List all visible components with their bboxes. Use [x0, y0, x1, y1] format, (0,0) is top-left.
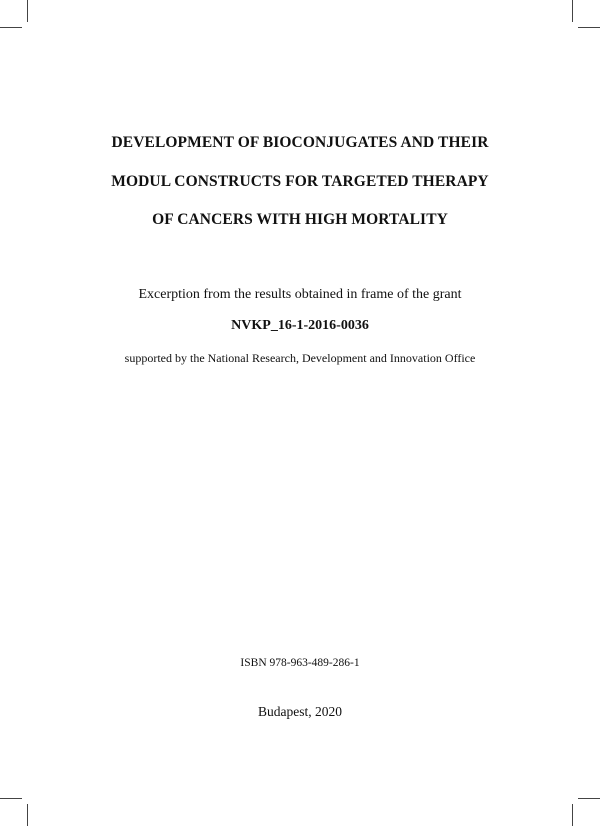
- place-date-text: Budapest, 2020: [258, 704, 342, 719]
- crop-mark-bottom-right-horizontal: [578, 798, 600, 799]
- grant-code: NVKP_16-1-2016-0036: [231, 318, 369, 333]
- crop-mark-top-left-vertical: [27, 0, 28, 22]
- title-line-2: MODUL CONSTRUCTS FOR TARGETED THERAPY: [111, 173, 489, 190]
- crop-mark-top-right-vertical: [572, 0, 573, 22]
- supported-by-text: supported by the National Research, Development and Innovation Office: [124, 351, 476, 365]
- crop-mark-top-right-horizontal: [578, 27, 600, 28]
- crop-mark-top-left-horizontal: [0, 27, 22, 28]
- excerption-text: Excerption from the results obtained in frame of the grant: [138, 287, 462, 302]
- crop-mark-bottom-left-horizontal: [0, 798, 22, 799]
- crop-mark-bottom-right-vertical: [572, 804, 573, 826]
- crop-mark-bottom-left-vertical: [27, 804, 28, 826]
- title-line-1: DEVELOPMENT OF BIOCONJUGATES AND THEIR: [111, 134, 489, 151]
- title-line-3: OF CANCERS WITH HIGH MORTALITY: [152, 211, 448, 228]
- isbn-text: ISBN 978-963-489-286-1: [240, 657, 360, 669]
